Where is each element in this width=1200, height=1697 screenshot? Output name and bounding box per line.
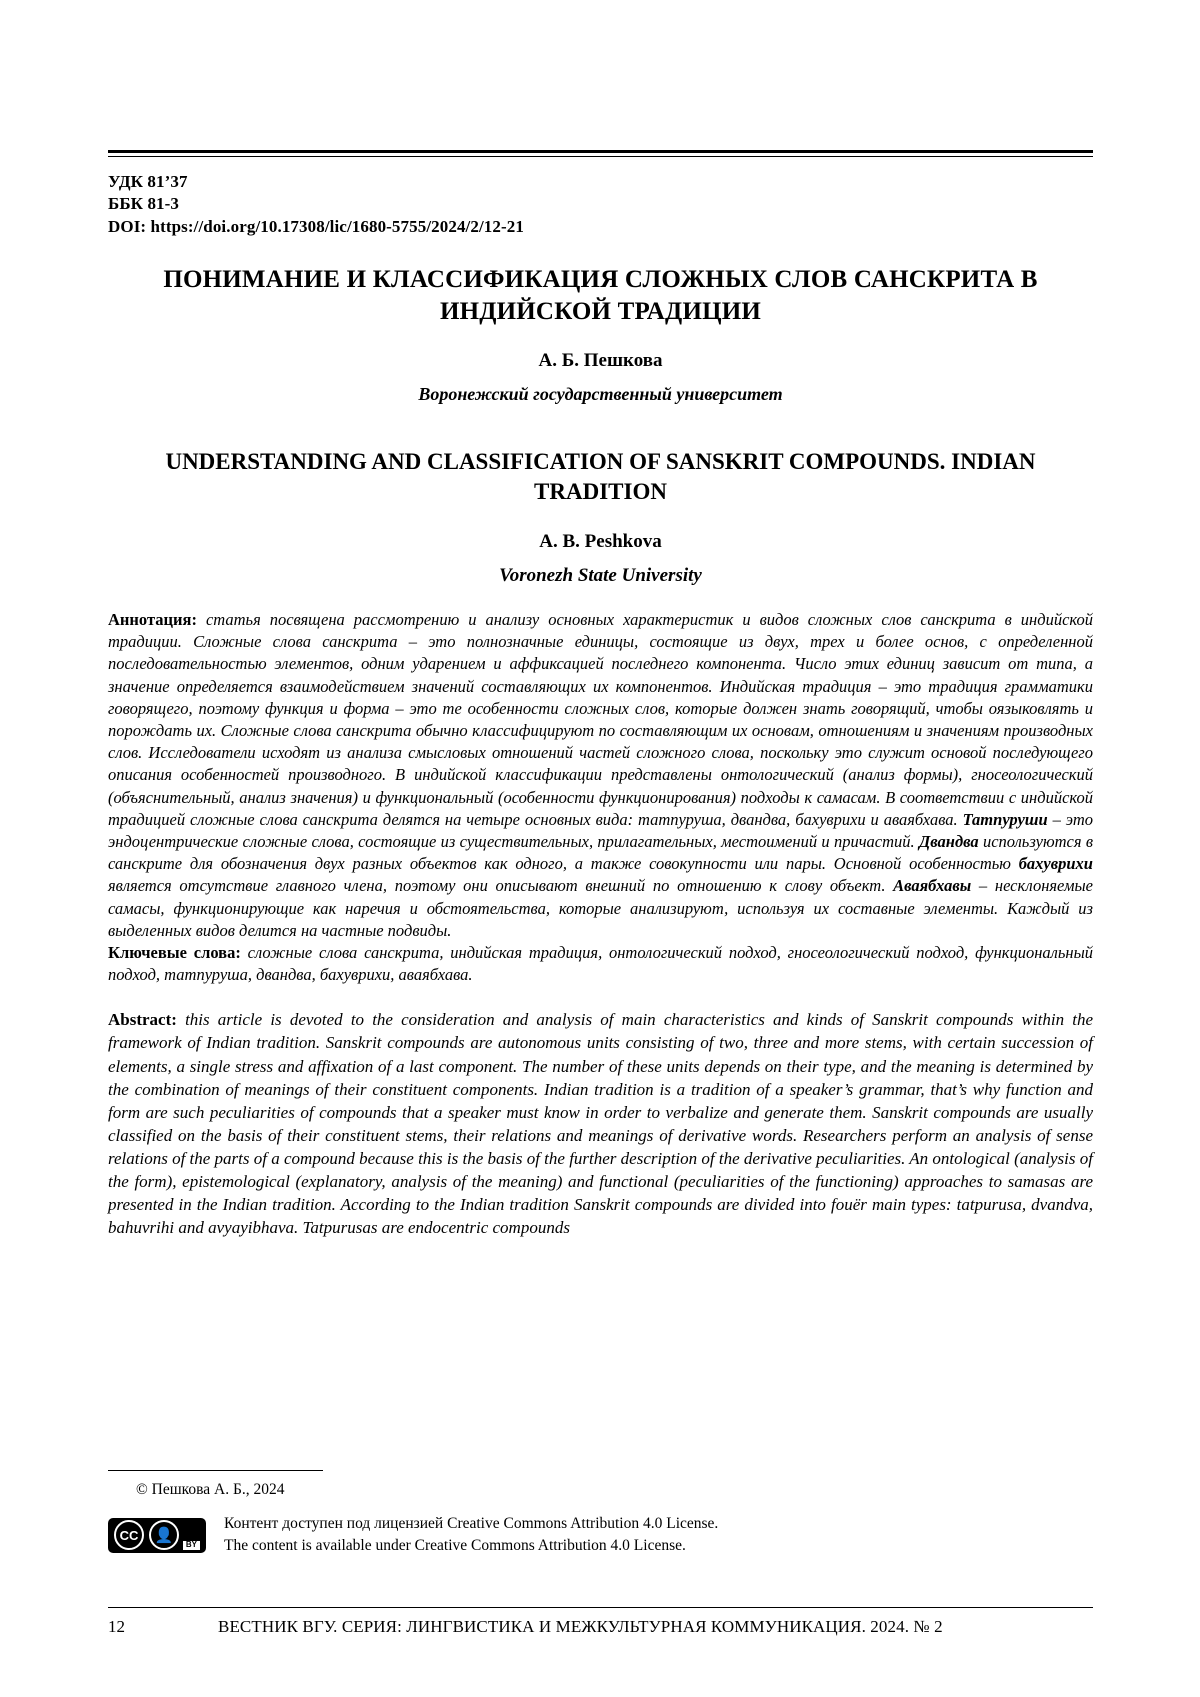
- affiliation-english: Voronezh State University: [499, 565, 702, 587]
- license-text: [224, 1513, 718, 1558]
- abstract-russian-part5: – несклоняемые самасы, функционирующие как наречия и обстоятельства, которые анализируют, используя их составные элементы. Каждый из выделенных видов делится на частные подвиды.: [108, 876, 1093, 940]
- cc-by-label: BY: [183, 1541, 200, 1550]
- bbk-code: ББК 81-3: [108, 194, 180, 214]
- author-english: A. B. Peshkova: [539, 531, 662, 553]
- udk-code: УДК 81’37: [108, 172, 188, 191]
- cc-person-icon: 👤: [149, 1520, 179, 1550]
- page-title-english: UNDERSTANDING AND CLASSIFICATION OF SANSKRIT COMPOUNDS. INDIAN TRADITION: [165, 449, 1036, 505]
- cc-mark-icon: CC: [114, 1520, 144, 1550]
- author-russian: А. Б. Пешкова: [538, 350, 663, 372]
- abstract-english-label: Abstract:: [108, 1010, 177, 1030]
- footnote-area: [108, 1470, 1093, 1558]
- abstract-russian-part3: используются в санскрите для обозначения двух разных объектов как одного, а также совокупности или пары. Основной особенностью: [108, 831, 1093, 874]
- creative-commons-icon: [108, 1518, 206, 1553]
- term-tatpurusa-ru: Татпуруши: [962, 809, 1048, 829]
- abstract-russian: [108, 609, 1093, 942]
- term-dvandva-ru: Двандва: [919, 831, 979, 851]
- term-bahuvrihi-ru: бахуврихи: [1018, 854, 1093, 874]
- journal-title-line: ВЕСТНИК ВГУ. СЕРИЯ: ЛИНГВИСТИКА И МЕЖКУЛЬТУРНАЯ КОММУНИКАЦИЯ. 2024. № 2: [218, 1617, 943, 1636]
- abstract-english: [108, 1008, 1093, 1239]
- footnote-rule: [108, 1470, 323, 1471]
- abstract-russian-part4: является отсутствие главного члена, поэтому они описывают внешний по отношению к слову объект.: [108, 876, 894, 896]
- license-text-english: The content is available under Creative Commons Attribution 4.0 License.: [224, 1537, 686, 1555]
- keywords-russian-text: сложные слова санскрита, индийская традиция, онтологический подход, гносеологический подход, функциональный подход, татпуруша, двандва, бахуврихи, аваябхава.: [108, 942, 1093, 985]
- doi-link[interactable]: DOI: https://doi.org/10.17308/lic/1680-5755/2024/2/12-21: [108, 216, 524, 236]
- page-number: 12: [108, 1617, 125, 1636]
- abstract-russian-part2: – это эндоцентрические сложные слова, состоящие из существительных, прилагательных, местоимений и причастий.: [108, 809, 1093, 851]
- page-footer: [108, 1607, 1093, 1637]
- affiliation-russian: Воронежский государственный университет: [418, 384, 783, 405]
- abstract-english-text: this article is devoted to the consideration and analysis of main characteristics and kinds of Sanskrit compounds within the framework of Indian tradition. Sanskrit compounds are autonomous units consisting of two, three and more stems, with certain succession of elements, a single stress and affixation of a last component. The number of these units depends on their type, and the meaning is determined by the combination of meanings of their constituent components. Indian tradition is a tradition of a speaker’s grammar, that’s why function and form are such peculiarities of compounds that a speaker must know in order to verbalize and generate them. Sanskrit compounds are usually classified on the basis of their constituent stems, their relations and meanings of derivative words. Researchers perform an analysis of sense relations of the parts of a compound because this is the basis of the further description of the derivative peculiarities. An ontological (analysis of the form), epistemological (explanatory, analysis of the meaning) and functional (peculiarities of the functioning) approaches to samasas are presented in the Indian tradition. According to the Indian tradition Sanskrit compounds are divided into fouёr main types: tatpurusa, dvandva, bahuvrihi and avyayibhava. Tatpurusas are endocentric compounds: [108, 1010, 1093, 1238]
- keywords-russian-label: Ключевые слова:: [108, 942, 241, 962]
- keywords-russian: [108, 942, 1093, 986]
- abstract-russian-label: Аннотация:: [108, 610, 197, 630]
- license-row: [108, 1513, 1093, 1558]
- top-rule: [108, 150, 1093, 157]
- term-avyayibhava-ru: Аваябхавы: [893, 876, 972, 896]
- page-title-russian: ПОНИМАНИЕ И КЛАССИФИКАЦИЯ СЛОЖНЫХ СЛОВ САНСКРИТА В ИНДИЙСКОЙ ТРАДИЦИИ: [163, 266, 1038, 326]
- copyright-line: © Пешкова А. Б., 2024: [136, 1481, 285, 1498]
- license-text-russian: Контент доступен под лицензией Creative Commons Attribution 4.0 License.: [224, 1515, 719, 1532]
- abstract-russian-part1: статья посвящена рассмотрению и анализу основных характеристик и видов сложных слов санскрита в индийской традиции. Сложные слова санскрита – это полнозначные единицы, состоящие из двух, трех и более основ, с определенной последовательностью элементов, одним ударением и аффиксацией последнего компонента. Число этих единиц зависит от типа, а значение определяется взаимодействием значений составляющих их компонентов. Индийская традиция – это традиция грамматики говорящего, поэтому функция и форма – это те особенности сложных слов, которые должен знать говорящий, чтобы оязыковлять и порождать их. Сложные слова санскрита обычно классифицируют по составляющим их основам, отношениям и значениям производных слов. Исследователи исходят из анализа смысловых отношений частей сложного слова, поскольку это служит основой последующего описания особенностей производного. В индийской классификации представлены онтологический (анализ формы), гносеологический (объяснительный, анализ значения) и функциональный (особенности функционирования) подходы к самасам. В соответствии с индийской традицией сложные слова санскрита делятся на четыре основных вида: татпуруша, двандва, бахуврихи и аваябхава.: [108, 610, 1093, 829]
- article-content: [108, 150, 1093, 1239]
- identifiers-block: [108, 171, 1093, 238]
